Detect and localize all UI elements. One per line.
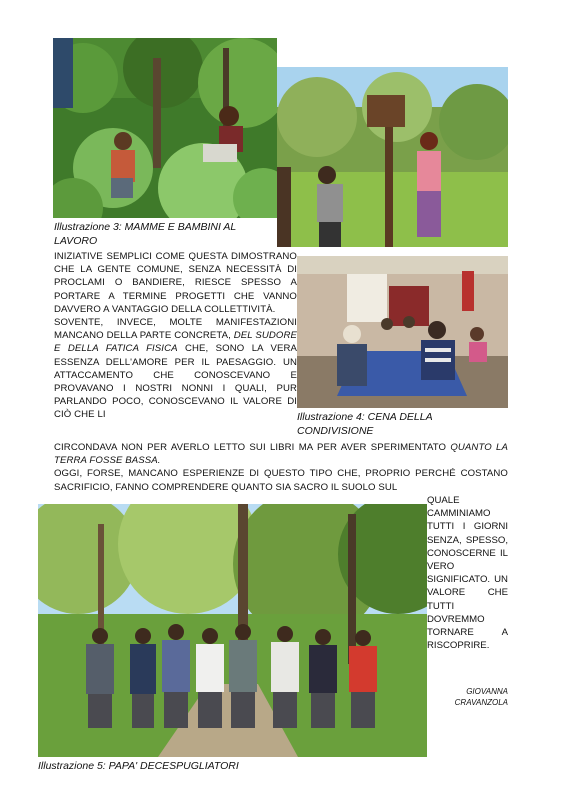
caption-illustrazione-4: Illustrazione 4: CENA DELLA CONDIVISIONE	[297, 411, 433, 437]
paragraph-1: INIZIATIVE SEMPLICI COME QUESTA DIMOSTRANO CHE LA GENTE COMUNE, SENZA NECESSITÀ DI PROCLAMI O BANDIERE, RIESCE SPESSO A PORTARE A TERMINE PROGETTI CHE VANNO DAVVERO A VANTAGGIO DELLA COLLETTIVITÀ.	[54, 251, 297, 315]
paragraph-3-italic: QUANTO LA TERRA FOSSE BASSA.	[54, 442, 508, 467]
paragraph-4: OGGI, FORSE, MANCANO ESPERIENZE DI QUESTO TIPO CHE, PROPRIO PERCHÉ COSTANO SACRIFICIO, FANNO COMPRENDERE QUANTO SIA SACRO IL SUOLO SUL	[54, 468, 508, 493]
paragraph-2	[54, 316, 297, 422]
author-last-name: CRAVANZOLA	[454, 698, 508, 707]
photo-mamme-bambini	[53, 38, 277, 218]
paragraph-2-end: CHE, SONO LA VERA ESSENZA DELL'AMORE PER IL PAESAGGIO. UN ATTACCAMENTO CHE CONOSCEVANO E PROVAVANO I NOSTRI NONNI I QUALI, PUR PARLANDO POCO, CONOSCEVANO IL VALORE DI CIÒ CHE LI	[54, 343, 297, 421]
paragraph-3	[54, 441, 508, 467]
photo-papa-decespugliatori	[38, 504, 427, 757]
photo-prato	[277, 67, 508, 247]
body-text-column-left	[54, 250, 297, 422]
body-text-full-width	[54, 441, 508, 494]
paragraph-2-italic: DEL SUDORE E DELLA FATICA FISICA	[54, 330, 298, 355]
body-text-column-right: QUALE CAMMINIAMO TUTTI I GIORNI SENZA, SPESSO, CONOSCERNE IL VERO SIGNIFICATO. UN VALORE CHE TUTTI DOVREMMO TORNARE A RISCOPRIRE.	[427, 495, 508, 652]
caption-illustrazione-5: Illustrazione 5: PAPA' DECESPUGLIATORI	[38, 760, 239, 772]
author-first-name: GIOVANNA	[466, 687, 508, 696]
paragraph-3-start: CIRCONDAVA NON PER AVERLO LETTO SUI LIBRI MA PER AVER SPERIMENTATO	[54, 442, 447, 453]
photo-cena	[297, 256, 508, 408]
paragraph-2-start: SOVENTE, INVECE, MOLTE MANIFESTAZIONI MANCANO DELLA PARTE CONCRETA,	[54, 317, 297, 342]
caption-illustrazione-3: Illustrazione 3: MAMME E BAMBINI AL LAVORO	[54, 221, 237, 247]
author-signature	[427, 686, 508, 708]
